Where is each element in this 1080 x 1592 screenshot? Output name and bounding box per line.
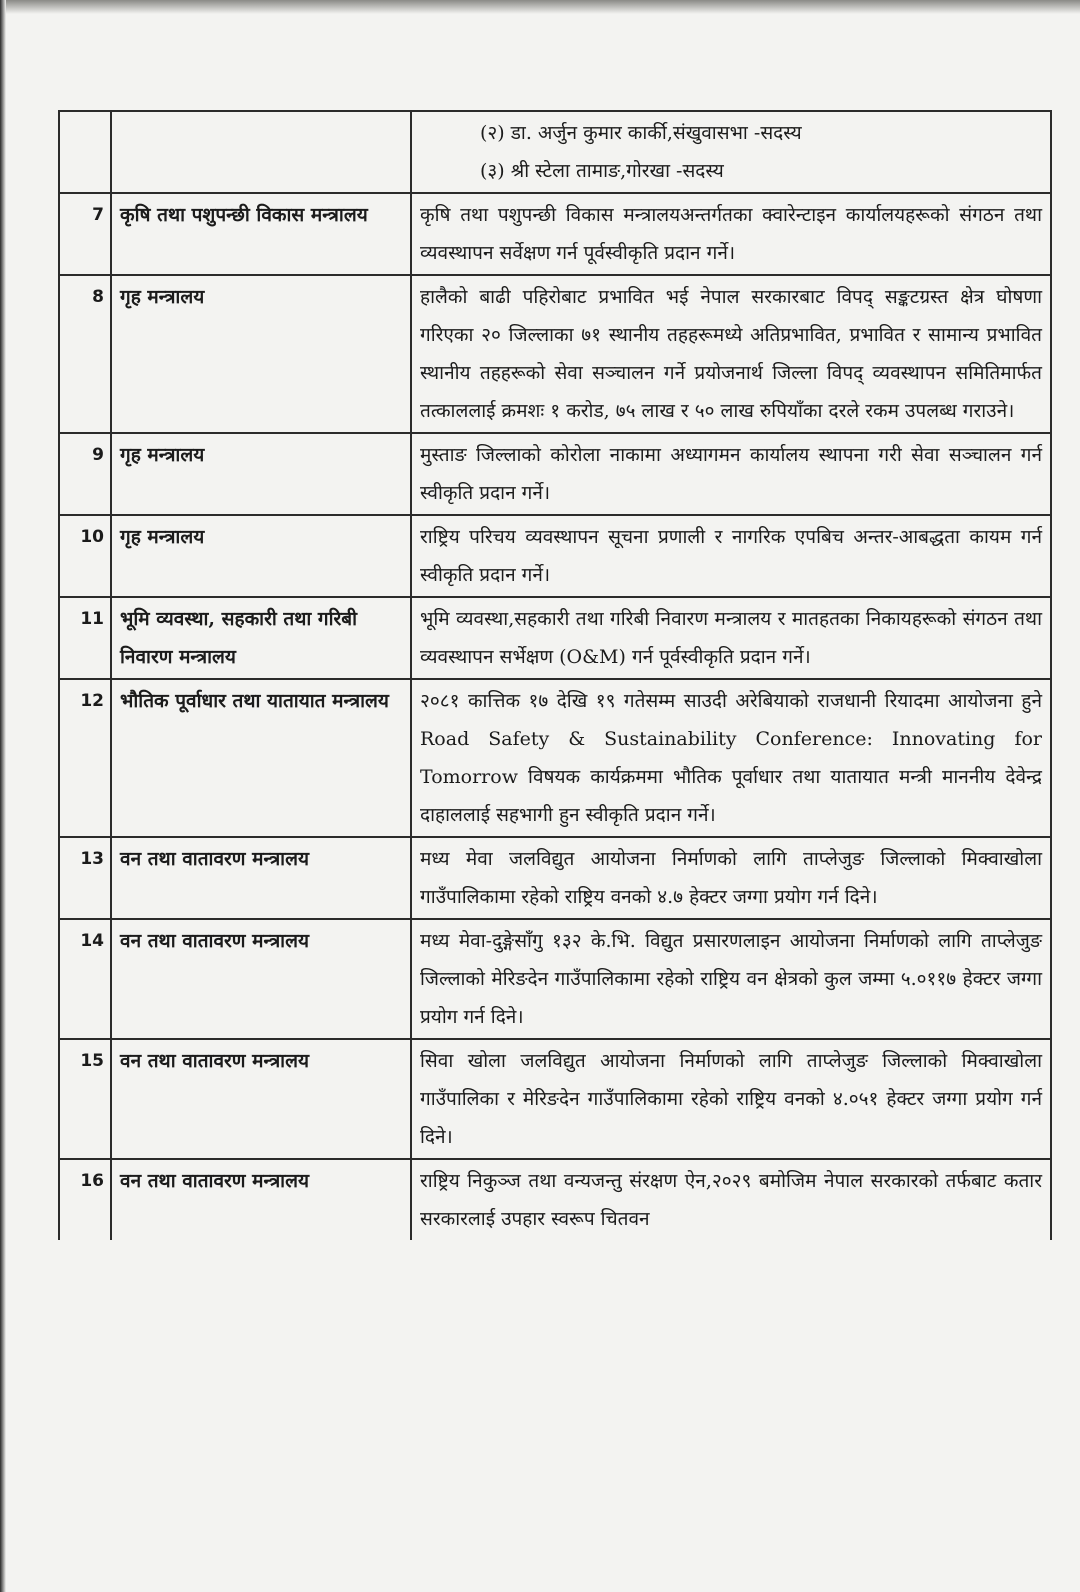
decisions-table: [58, 110, 1052, 1240]
row-decision: राष्ट्रिय निकुञ्ज तथा वन्यजन्तु संरक्षण ऐन,२०२९ बमोजिम नेपाल सरकारको तर्फबाट कतार सरकारलाई उपहार स्वरूप चितवन: [411, 1159, 1051, 1240]
row-decision: हालैको बाढी पहिरोबाट प्रभावित भई नेपाल सरकारबाट विपद् सङ्कटग्रस्त क्षेत्र घोषणा गरिएका २० जिल्लाका ७१ स्थानीय तहहरूमध्ये अतिप्रभावित, प्रभावित र सामान्य प्रभावित स्थानीय तहहरूको सेवा सञ्चालन गर्ने प्रयोजनार्थ जिल्ला विपद् व्यवस्थापन समितिमार्फत तत्काललाई क्रमशः १ करोड, ७५ लाख र ५० लाख रुपियाँका दरले रकम उपलब्ध गराउने।: [411, 275, 1051, 433]
table-row: [59, 433, 1051, 515]
row-ministry: गृह मन्त्रालय: [111, 515, 411, 597]
committee-member: (२) डा. अर्जुन कुमार कार्की,संखुवासभा -सदस्य: [480, 122, 802, 144]
row-decision: मध्य मेवा-दुङ्गेसाँगु १३२ के.भि. विद्युत प्रसारणलाइन आयोजना निर्माणको लागि ताप्लेजुङ जिल्लाको मेरिङदेन गाउँपालिकामा रहेको राष्ट्रिय वन क्षेत्रको कुल जम्मा ५.०११७ हेक्टर जग्गा प्रयोग गर्न दिने।: [411, 919, 1051, 1039]
committee-member: (३) श्री स्टेला तामाङ,गोरखा -सदस्य: [480, 160, 724, 182]
row-number: 10: [59, 515, 111, 597]
table-row: [59, 1039, 1051, 1159]
row-ministry: भौतिक पूर्वाधार तथा यातायात मन्त्रालय: [111, 679, 411, 837]
row-decision: कृषि तथा पशुपन्छी विकास मन्त्रालयअन्तर्गतका क्वारेन्टाइन कार्यालयहरूको संगठन तथा व्यवस्थापन सर्वेक्षण गर्न पूर्वस्वीकृति प्रदान गर्ने।: [411, 193, 1051, 275]
row-number: 16: [59, 1159, 111, 1240]
row-number: 15: [59, 1039, 111, 1159]
row-decision: राष्ट्रिय परिचय व्यवस्थापन सूचना प्रणाली र नागरिक एपबिच अन्तर-आबद्धता कायम गर्न स्वीकृति प्रदान गर्ने।: [411, 515, 1051, 597]
row-ministry: वन तथा वातावरण मन्त्रालय: [111, 1039, 411, 1159]
row-number: 11: [59, 597, 111, 679]
row-number: 13: [59, 837, 111, 919]
row-number: 9: [59, 433, 111, 515]
table-row: [59, 1159, 1051, 1240]
row-decision: मध्य मेवा जलविद्युत आयोजना निर्माणको लागि ताप्लेजुङ जिल्लाको मिक्वाखोला गाउँपालिकामा रहेको राष्ट्रिय वनको ४.७ हेक्टर जग्गा प्रयोग गर्न दिने।: [411, 837, 1051, 919]
row-number: 14: [59, 919, 111, 1039]
table-row: [59, 919, 1051, 1039]
row-decision: भूमि व्यवस्था,सहकारी तथा गरिबी निवारण मन्त्रालय र मातहतका निकायहरूको संगठन तथा व्यवस्थापन सर्भेक्षण (O&M) गर्न पूर्वस्वीकृति प्रदान गर्ने।: [411, 597, 1051, 679]
row-number: 8: [59, 275, 111, 433]
row-ministry: वन तथा वातावरण मन्त्रालय: [111, 919, 411, 1039]
row-ministry: [111, 111, 411, 193]
table-row: [59, 275, 1051, 433]
row-number: [59, 111, 111, 193]
page-top-shadow: [0, 0, 1080, 14]
row-decision: मुस्ताङ जिल्लाको कोरोला नाकामा अध्यागमन कार्यालय स्थापना गरी सेवा सञ्चालन गर्न स्वीकृति प्रदान गर्ने।: [411, 433, 1051, 515]
table-row-continuation: [59, 111, 1051, 193]
table-row: [59, 193, 1051, 275]
row-ministry: कृषि तथा पशुपन्छी विकास मन्त्रालय: [111, 193, 411, 275]
row-number: 7: [59, 193, 111, 275]
row-ministry: वन तथा वातावरण मन्त्रालय: [111, 1159, 411, 1240]
table-row: [59, 515, 1051, 597]
row-ministry: वन तथा वातावरण मन्त्रालय: [111, 837, 411, 919]
row-decision: २०८१ कात्तिक १७ देखि १९ गतेसम्म साउदी अरेबियाको राजधानी रियादमा आयोजना हुने Road Safety & Sustainability Conference: Innovating for Tomorrow विषयक कार्यक्रममा भौतिक पूर्वाधार तथा यातायात मन्त्री माननीय देवेन्द्र दाहाललाई सहभागी हुन स्वीकृति प्रदान गर्ने।: [411, 679, 1051, 837]
row-ministry: गृह मन्त्रालय: [111, 433, 411, 515]
row-ministry: भूमि व्यवस्था, सहकारी तथा गरिबी निवारण मन्त्रालय: [111, 597, 411, 679]
page-left-edge: [0, 0, 6, 1592]
table-row: [59, 597, 1051, 679]
table-row: [59, 837, 1051, 919]
row-decision: सिवा खोला जलविद्युत आयोजना निर्माणको लागि ताप्लेजुङ जिल्लाको मिक्वाखोला गाउँपालिका र मेरिङदेन गाउँपालिकामा रहेको राष्ट्रिय वनको ४.०५१ हेक्टर जग्गा प्रयोग गर्न दिने।: [411, 1039, 1051, 1159]
row-ministry: गृह मन्त्रालय: [111, 275, 411, 433]
table-row: [59, 679, 1051, 837]
row-number: 12: [59, 679, 111, 837]
row-decision: [411, 111, 1051, 193]
